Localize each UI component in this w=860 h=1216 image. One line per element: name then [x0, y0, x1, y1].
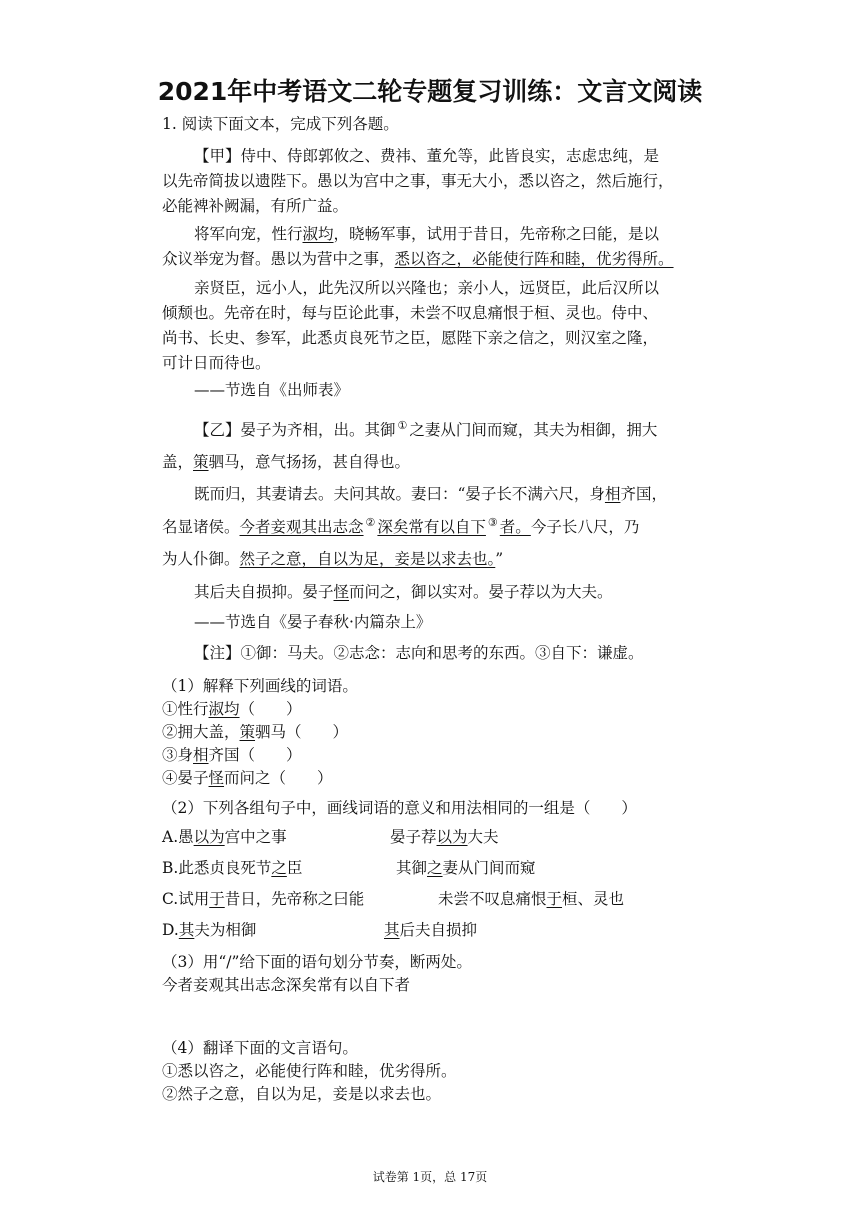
jia-p2-line2: 众议举宠为督。愚以为营中之事，悉以咨之，必能使行阵和睦，优劣得所。: [162, 250, 674, 268]
yi-line1: 【乙】晏子为齐相，出。其御 ① 之妻从门间而窥，其夫为相御，拥大: [194, 418, 658, 439]
sub3-sentence: 今者妾观其出志念深矣常有以自下者: [162, 976, 411, 994]
jia-p3-line2: 倾颓也。先帝在时，每与臣论此事，未尝不叹息痛恨于桓、灵也。侍中、: [162, 304, 659, 322]
sub2-option-a-left: A.愚以为宫中之事: [162, 828, 287, 846]
yi-line6: 其后夫自损抑。晏子怪而问之，御以实对。晏子荐以为大夫。: [194, 583, 613, 601]
sub1-item-1: ①性行淑均（ ）: [162, 700, 302, 718]
jia-p1-line1: 【甲】侍中、侍郎郭攸之、费祎、董允等，此皆良实，志虑忠纯，是: [194, 147, 660, 165]
question-1-intro: 1. 阅读下面文本，完成下列各题。: [162, 115, 399, 133]
jia-p1-line3: 必能裨补阙漏，有所广益。: [162, 197, 349, 215]
underlined-sentence: 然子之意，自以为足，妾是以求去也。: [239, 550, 496, 568]
sub1-heading: （1）解释下列画线的词语。: [162, 677, 358, 695]
sub1-item-2: ②拥大盖，策驷马（ ）: [162, 723, 349, 741]
underlined-word: 淑均: [302, 225, 334, 243]
yi-line3: 既而归，其妻请去。夫问其故。妻曰：“晏子长不满六尺，身相齐国，: [194, 485, 667, 503]
sub2-option-a-right: 晏子荐以为大夫: [390, 828, 499, 846]
jia-p1-line2: 以先帝简拔以遗陛下。愚以为宫中之事，事无大小，悉以咨之，然后施行，: [162, 172, 674, 190]
sub3-heading: （3）用“/”给下面的语句划分节奏，断两处。: [162, 953, 472, 971]
underlined-sentence: 今者妾观其出志念: [239, 518, 364, 536]
sub4-item-2: ②然子之意，自以为足，妾是以求去也。: [162, 1085, 442, 1103]
sub2-option-d-right: 其后夫自损抑: [384, 921, 478, 939]
sub4-item-1: ①悉以咨之，必能使行阵和睦，优劣得所。: [162, 1062, 457, 1080]
sub1-item-4: ④晏子怪而问之（ ）: [162, 769, 333, 787]
yi-notes: 【注】①御：马夫。②志念：志向和思考的东西。③自下：谦虚。: [194, 644, 644, 662]
jia-p2-line1: 将军向宠，性行淑均，晓畅军事，试用于昔日，先帝称之曰能，是以: [194, 225, 660, 243]
sub2-option-d-left: D.其夫为相御: [162, 921, 257, 939]
jia-p3-line4: 可计日而待也。: [162, 354, 271, 372]
page-title: 2021年中考语文二轮专题复习训练：文言文阅读: [157, 77, 703, 106]
underlined-word: 策: [193, 453, 209, 471]
page-footer: 试卷第 1页，总 17页: [372, 1170, 488, 1184]
sub4-heading: （4）翻译下面的文言语句。: [162, 1039, 358, 1057]
yi-line4: 名显诸侯。今者妾观其出志念 ② 深矣常有以自下 ③ 者。今子长八尺，乃: [162, 515, 640, 536]
jia-source: ——节选自《出师表》: [194, 381, 350, 399]
underlined-sentence: 悉以咨之，必能使行阵和睦，优劣得所。: [394, 250, 674, 268]
yi-line2: 盖，策驷马，意气扬扬，甚自得也。: [162, 453, 411, 471]
underlined-word: 相: [604, 485, 621, 503]
jia-p3-line1: 亲贤臣，远小人，此先汉所以兴隆也；亲小人，远贤臣，此后汉所以: [194, 279, 660, 297]
sub2-heading: （2）下列各组句子中，画线词语的意义和用法相同的一组是（ ）: [162, 799, 637, 817]
yi-line5: 为人仆御。然子之意，自以为足，妾是以求去也。”: [162, 550, 504, 568]
sub2-option-c-right: 未尝不叹息痛恨于桓、灵也: [438, 890, 625, 908]
yi-source: ——节选自《晏子春秋·内篇杂上》: [194, 613, 432, 631]
sub2-option-b-right: 其御之妻从门间而窥: [396, 859, 536, 877]
sub2-option-c-left: C.试用于昔日，先帝称之曰能: [162, 890, 365, 908]
sub1-item-3: ③身相齐国（ ）: [162, 746, 302, 764]
underlined-word: 怪: [333, 583, 350, 601]
sub2-option-b-left: B.此悉贞良死节之臣: [162, 859, 303, 877]
jia-p3-line3: 尚书、长史、参军，此悉贞良死节之臣，愿陛下亲之信之，则汉室之隆，: [162, 329, 659, 347]
